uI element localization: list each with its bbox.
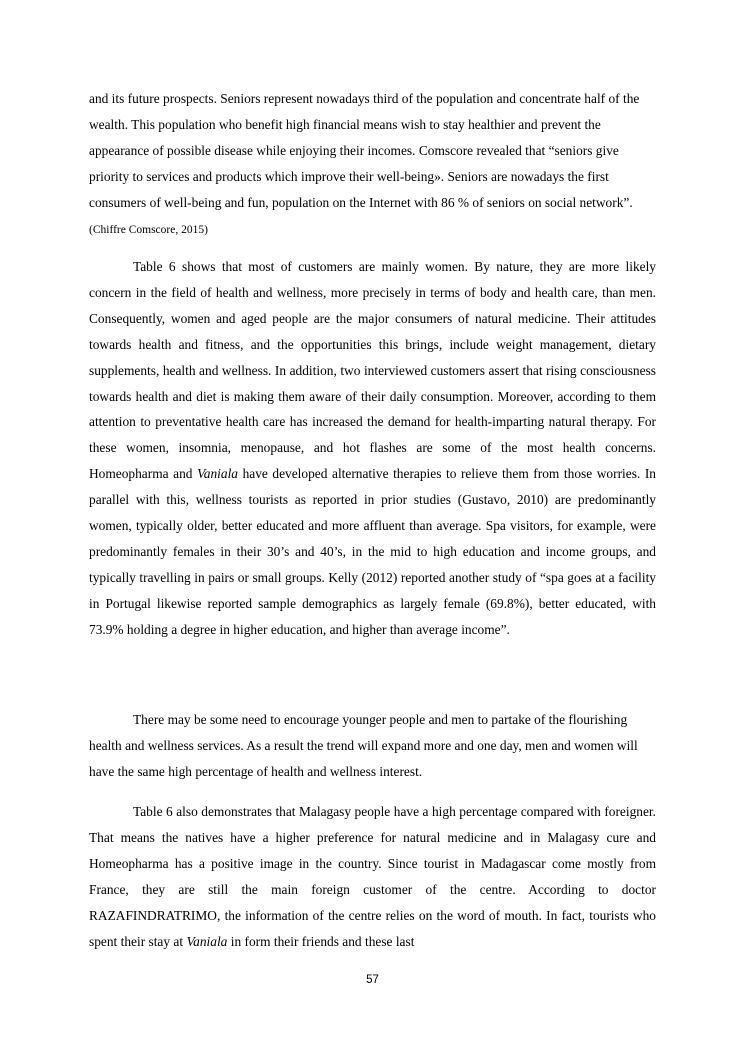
paragraph-2-text-b: have developed alternative therapies to relieve them from those worries. In parallel with this, wellness tourists as reported in prior studies (Gustavo, 2010) are predominantly women, typically older, better educated and more affluent than average. Spa visitors, for example, were predominantly females in their 30’s and 40’s, in the mid to high education and income groups, and typically travelling in pairs or small groups. Kelly (2012) reported another study of “spa goes at a facility in Portugal likewise reported sample demographics as largely female (69.8%), better educated, with 73.9% holding a degree in higher education, and higher than average income”.	[89, 466, 656, 637]
italic-term: Vaniala	[197, 466, 238, 482]
paragraph-2-text-a: Table 6 shows that most of customers are mainly women. By nature, they are more likely concern in the field of health and wellness, more precisely in terms of body and health care, than men. Consequently, women and aged people are the major consumers of natural medicine. Their attitudes towards health and fitness, and the opportunities this brings, include weight management, dietary supplements, health and wellness. In addition, two interviewed customers assert that rising consciousness towards health and diet is making them aware of their daily consumption. Moreover, according to them attention to preventative health care has increased the demand for health-imparting natural therapy. For these women, insomnia, menopause, and hot flashes are some of the most health concerns. Homeopharma and	[89, 259, 656, 482]
italic-term: Vaniala	[186, 933, 228, 949]
paragraph-3-text: There may be some need to encourage younger people and men to partake of the flourishing health and wellness services. As a result the trend will expand more and one day, men and women will have the same high percentage of health and wellness interest.	[89, 712, 638, 779]
paragraph-4-text-b: in form their friends and these last	[230, 933, 415, 949]
paragraph-2	[89, 254, 656, 643]
paragraph-3	[89, 707, 656, 785]
citation: (Chiffre Comscore, 2015)	[89, 223, 208, 236]
paragraph-1-text: and its future prospects. Seniors represent nowadays third of the population and concentrate half of the wealth. This population who benefit high financial means wish to stay healthier and prevent the appearance of possible disease while enjoying their incomes. Comscore revealed that “seniors give priority to services and products which improve their well-being». Seniors are nowadays the first consumers of well-being and fun, population on the Internet with 86 % of seniors on social network”.	[89, 91, 640, 210]
paragraph-4-text-a: Table 6 also demonstrates that Malagasy people have a high percentage compared with foreigner. That means the natives have a higher preference for natural medicine and in Malagasy cure and Homeopharma has a positive image in the country. Since tourist in Madagascar come mostly from France, they are still the main foreign customer of the centre. According to doctor RAZAFINDRATRIMO, the information of the centre relies on the word of mouth. In fact, tourists who spent their stay at	[89, 804, 656, 949]
paragraph-1	[89, 86, 656, 243]
paragraph-4	[89, 799, 656, 954]
page-number: 57	[366, 974, 379, 986]
